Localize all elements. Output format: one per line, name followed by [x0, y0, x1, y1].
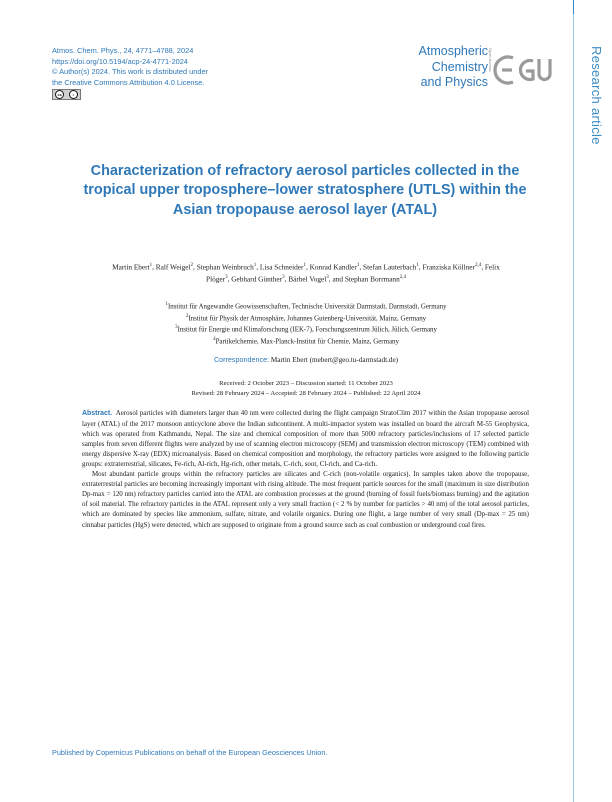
dates-line-1: Received: 2 October 2023 – Discussion started: 11 October 2023	[219, 380, 393, 387]
by-person-icon: •	[69, 90, 78, 99]
author-list	[110, 261, 502, 285]
affiliation-text: Institut für Angewandte Geowissenschaften, Technische Universität Darmstadt, Darmstadt, Germany	[167, 303, 447, 311]
author-name[interactable]: Lisa Schneider	[259, 262, 304, 272]
journal-line-2: Chemistry	[431, 59, 488, 74]
correspondence-text[interactable]: Martin Ebert (mebert@geo.tu-darmstadt.de)	[270, 356, 399, 364]
author-affiliation-marker: 3	[282, 275, 285, 281]
author-name[interactable]: Martin Ebert	[112, 262, 150, 272]
abstract-paragraph-2: Most abundant particle groups within the refractory particles are silicates and C-rich (non-volatile organics). In samples taken above the tropopause, extraterrestrial particles are becoming increasingly important with rising altitude. The most frequent particle sources for the small (maximum in size distribution Dp-max = 120 nm) refractory particles carried into the ATAL are combustion processes at the ground (burning of fossil fuels/biomass burning) and the agitation of soil material. The refractory particles in the ATAL represent only a very small fraction (< 2 % by number for particles > 40 nm) of the total aerosol particles, which are dominated by species like ammonium, sulfate, nitrate, and volatile organics. During one flight, a large number of very small (Dp-max = 25 nm) cinnabar particles (HgS) were detected, which are supposed to originate from a ground source such as coal combustion or underground coal fires.	[82, 470, 529, 529]
affiliation-text: Institut für Energie und Klimaforschung (IEK-7), Forschungszentrum Jülich, Jülich, Germany	[177, 326, 437, 334]
license-link[interactable]: the Creative Commons Attribution 4.0 License.	[52, 77, 205, 87]
author-separator: ,	[227, 274, 232, 284]
author-name[interactable]: Konrad Kandler	[309, 262, 357, 272]
affiliation-text: Institut für Physik der Atmosphäre, Johannes Gutenberg-Universität, Mainz, Germany	[188, 314, 427, 322]
affiliation-number: 1	[165, 302, 168, 307]
author-affiliation-marker: 2,4	[399, 275, 406, 281]
author-name[interactable]: Stephan Borrmann	[344, 274, 400, 284]
article-type-label: Research article	[589, 46, 604, 145]
copyright: © Author(s) 2024. This work is distributed under	[52, 67, 209, 77]
author-name[interactable]: Bärbel Vogel	[288, 274, 327, 284]
abstract-text-1: Aerosol particles with diameters larger than 40 nm were collected during the flight campaign StratoClim 2017 within the Asian tropopause aerosol layer (ATAL) of the 2017 monsoon anticyclone above the Indian subcontinent. A multi-impactor system was installed on board the aircraft M-55 Geophysica, which was operated from Kathmandu, Nepal. The size and chemical composition of more than 5000 refractory particles/inclusions of 17 selected particle samples from seven different flights were analyzed by use of scanning electron microscopy (SEM) and transmission electron microscopy (TEM) combined with energy dispersive X-ray (EDX) microanalysis. Based on chemical composition and morphology, the refractory particles were assigned to the following particle groups: extraterrestrial, silicates, Fe-rich, Al-rich, Hg-rich, other metals, C-rich, soot, Cl-rich, and Ca-rich.	[82, 409, 530, 469]
affiliation-number: 4	[213, 336, 216, 342]
affiliation	[90, 300, 522, 312]
author-affiliation-marker: 3	[225, 275, 228, 281]
publisher-footer: Published by Copernicus Publications on behalf of the European Geosciences Union.	[52, 748, 328, 757]
open-access-label: Open Access	[488, 48, 493, 72]
journal-line-3: and Physics	[420, 75, 488, 89]
egu-logo-icon[interactable]	[493, 52, 553, 88]
author-affiliation-marker: 1	[149, 263, 153, 268]
affiliation-number: 2	[185, 313, 189, 319]
affiliation-number: 3	[175, 325, 178, 330]
author-affiliation-marker: 2,4	[474, 263, 482, 268]
dates-line-2: Revised: 28 February 2024 – Accepted: 28 February 2024 – Published: 22 April 2024	[191, 389, 421, 397]
affiliation	[90, 312, 522, 324]
abstract-label: Abstract.	[82, 410, 113, 417]
author-affiliation-marker: 1	[253, 263, 257, 268]
affiliation	[90, 335, 522, 347]
author-name[interactable]: Ralf Weigel	[155, 262, 191, 272]
author-affiliation-marker: 1	[303, 263, 306, 268]
journal-name[interactable]	[400, 44, 488, 91]
paper-title: Characterization of refractory aerosol particles collected in the tropical upper troposphere–lower stratosphere (UTLS) within the Asian tropopause aerosol layer (ATAL)	[83, 163, 527, 218]
affiliation	[90, 323, 522, 335]
journal-line-1: Atmospheric	[418, 44, 488, 58]
citation-block	[52, 46, 312, 100]
affiliation-list	[90, 300, 522, 346]
author-separator: ,	[193, 262, 197, 272]
author-name[interactable]: Franziska Köllner	[422, 262, 475, 272]
author-separator: ,	[481, 262, 485, 272]
abstract-paragraph-1	[82, 408, 529, 469]
abstract	[82, 408, 529, 530]
author-separator: ,	[359, 262, 364, 272]
author-affiliation-marker: 1	[356, 263, 360, 268]
author-name[interactable]: Stefan Lauterbach	[363, 262, 417, 272]
author-affiliation-marker: 2	[190, 263, 194, 268]
sidebar-rule	[573, 0, 574, 802]
author-separator: ,	[305, 262, 310, 272]
author-separator: ,	[284, 274, 289, 284]
citation: Atmos. Chem. Phys., 24, 4771–4788, 2024	[52, 46, 194, 55]
author-affiliation-marker: 1	[416, 263, 419, 268]
author-affiliation-marker: 3	[326, 275, 329, 281]
author-separator: ,	[152, 262, 156, 272]
doi-link[interactable]: https://doi.org/10.5194/acp-24-4771-2024	[52, 56, 189, 66]
publication-dates	[90, 379, 522, 398]
author-name[interactable]: Stephan Weinbruch	[196, 262, 254, 272]
cc-icon: cc	[55, 90, 64, 99]
author-name[interactable]: Gebhard Günther	[231, 274, 283, 284]
correspondence	[90, 355, 522, 364]
correspondence-label: Correspondence:	[213, 355, 270, 364]
author-separator: ,	[256, 262, 260, 272]
author-separator: , and	[328, 274, 345, 284]
affiliation-text: Partikelchemie, Max-Planck-Institut für Chemie, Mainz, Germany	[215, 337, 399, 345]
author-name[interactable]: Felix Plöger	[206, 262, 500, 284]
author-separator: ,	[418, 262, 423, 272]
sidebar-tick	[573, 0, 574, 14]
cc-by-license-icon[interactable]	[52, 89, 81, 100]
